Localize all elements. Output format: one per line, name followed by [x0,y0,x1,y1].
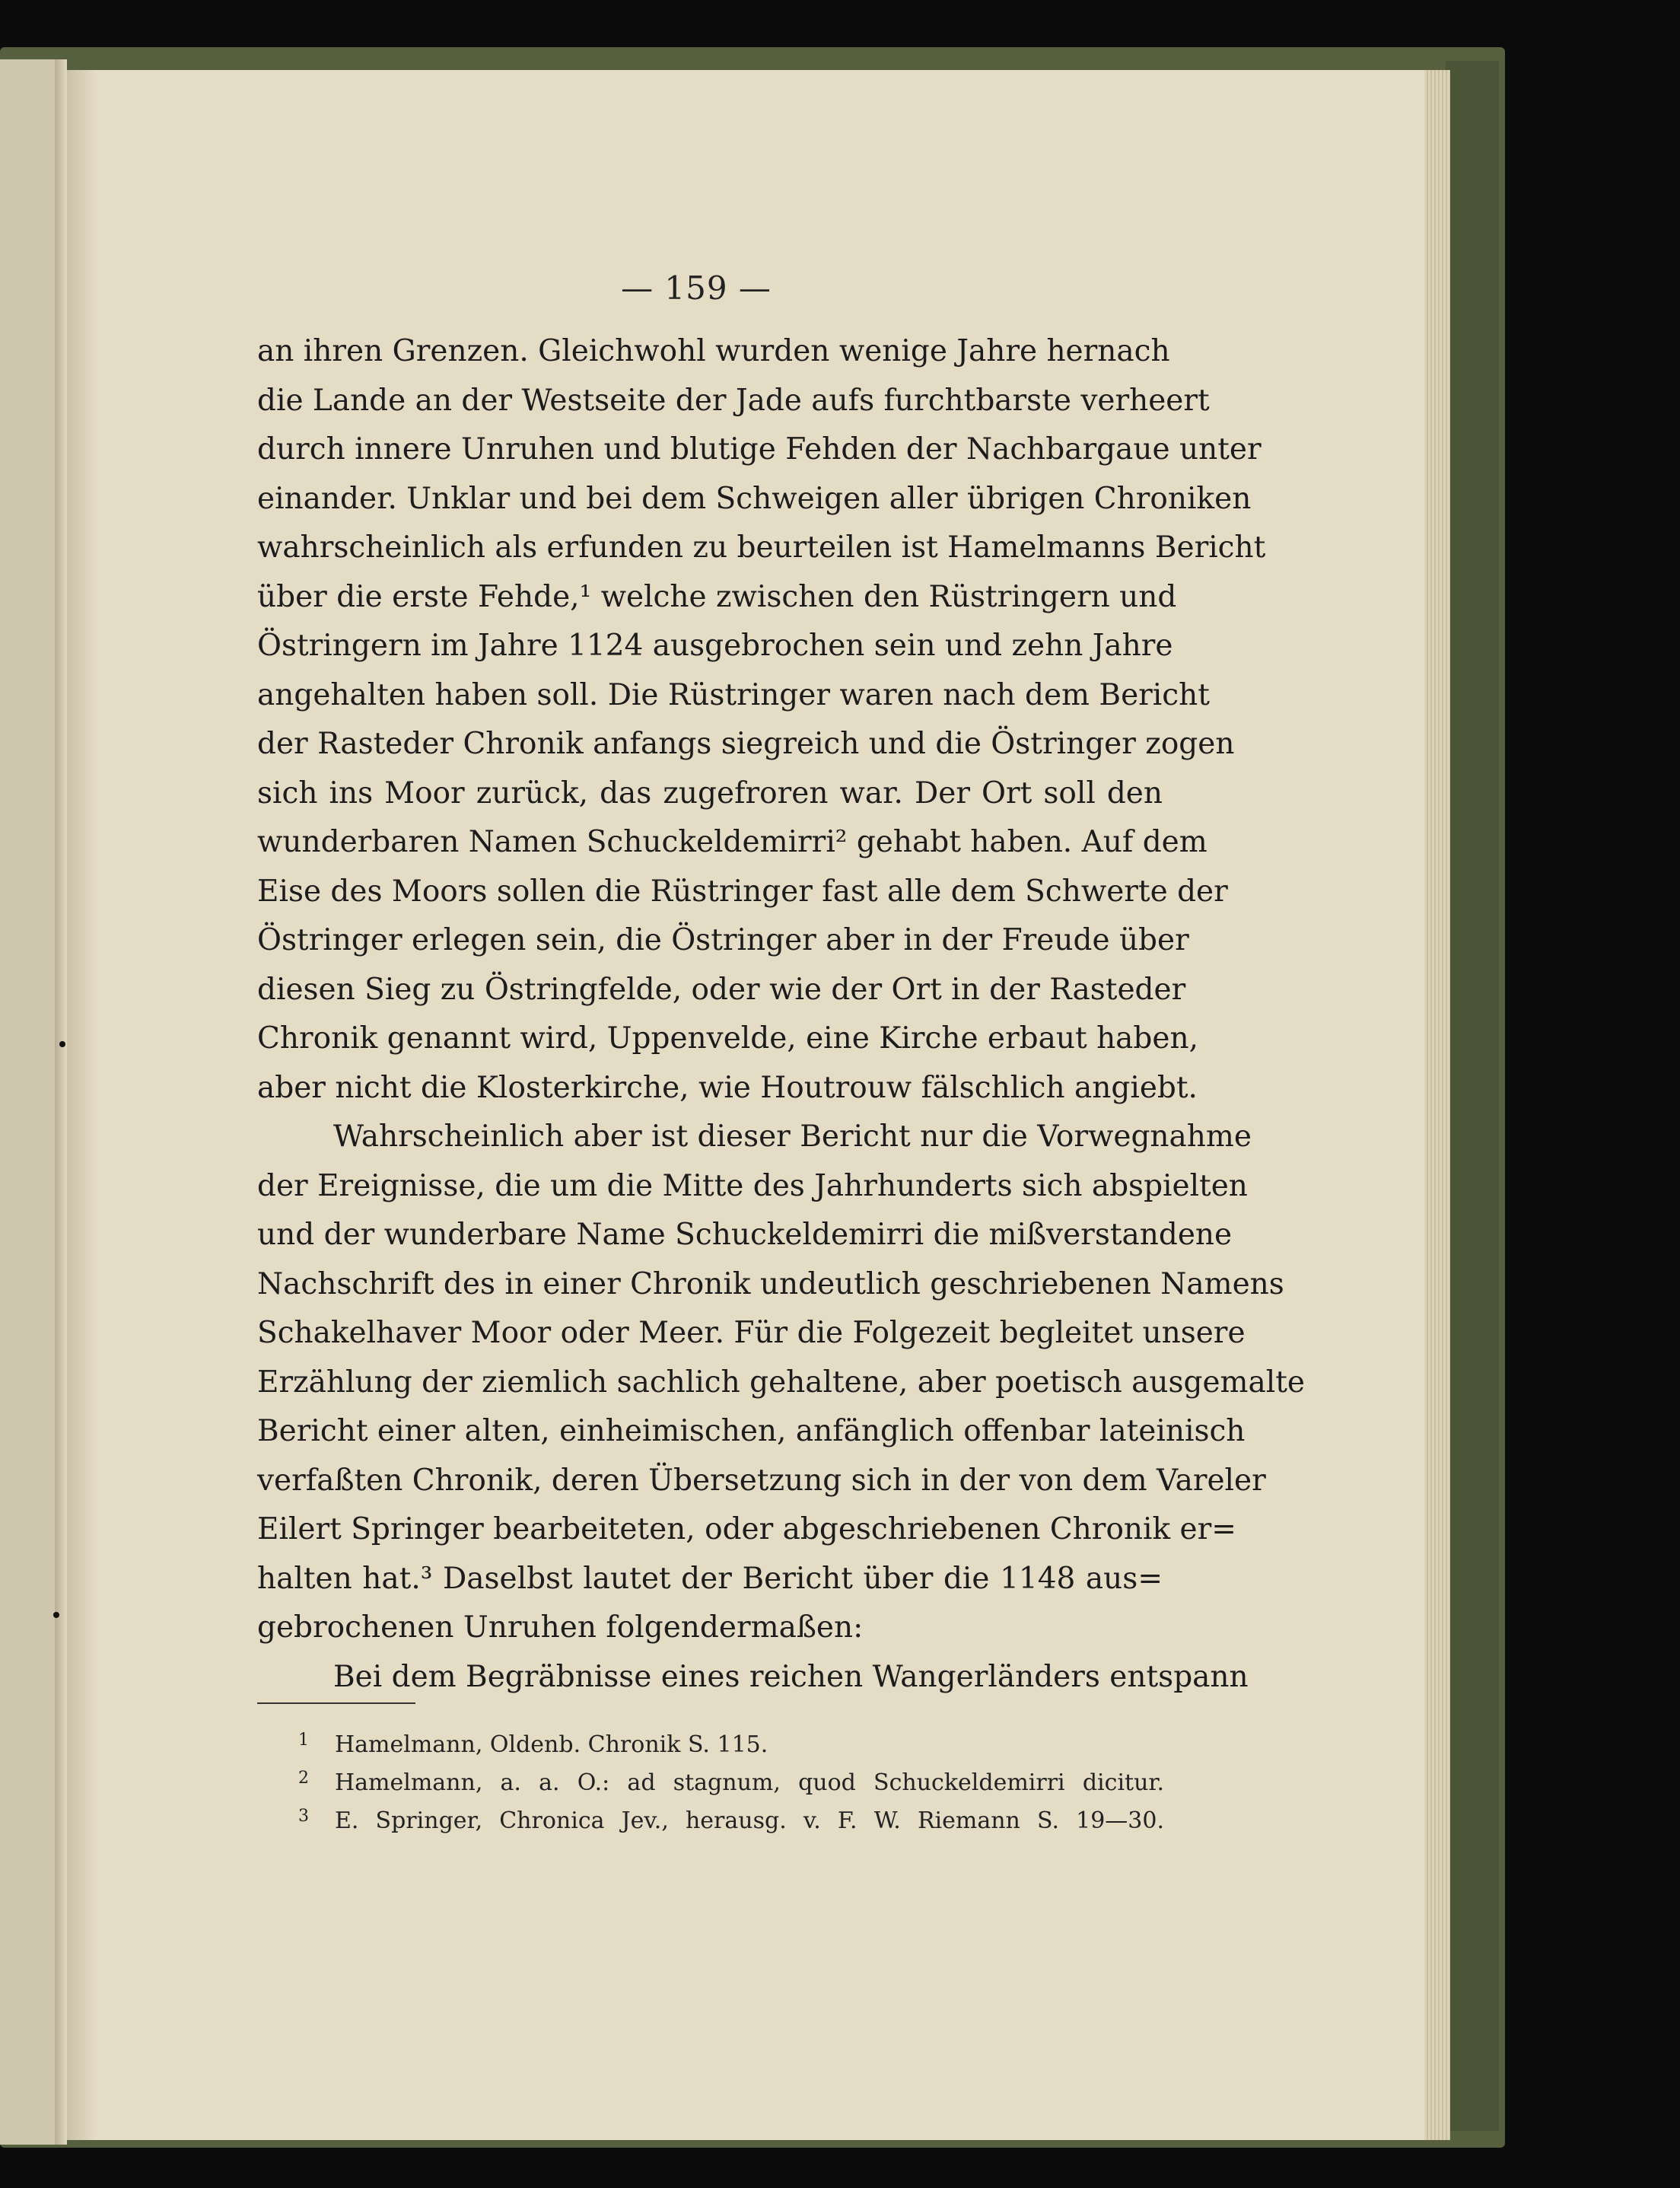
text-line: durch innere Unruhen und blutige Fehden der Nachbargaue unter [257,432,1262,467]
text-line: Schakelhaver Moor oder Meer. Für die Folgezeit begleitet unsere [257,1316,1246,1350]
paper-speck [53,1612,59,1618]
text-line: die Lande an der Westseite der Jade aufs furchtbarste verheert [257,383,1210,418]
text-line: Erzählung der ziemlich sachlich gehaltene, aber poetisch ausgemalte [257,1365,1305,1400]
text-line: angehalten haben soll. Die Rüstringer waren nach dem Bericht [257,677,1210,712]
page-stack-edge [1424,70,1450,2140]
text-line: Eilert Springer bearbeiteten, oder abgeschriebenen Chronik er= [257,1512,1236,1546]
footnote-mark: 1 [298,1731,309,1750]
text-line: Östringer erlegen sein, die Östringer aber in der Freude über [257,923,1189,957]
text-line: Eise des Moors sollen die Rüstringer fast alle dem Schwerte der [257,874,1228,909]
footnote-rule [257,1702,415,1704]
paragraph-start-line: Bei dem Begräbnisse eines reichen Wangerländers entspann [333,1659,1249,1694]
footnote-text: E. Springer, Chronica Jev., herausg. v. F. W. Riemann S. 19—30. [335,1807,1164,1834]
gutter-shadow [55,59,67,2145]
text-line: wahrscheinlich als erfunden zu beurteilen ist Hamelmanns Bericht [257,530,1266,565]
footnote [298,1764,1164,1802]
footnote [298,1802,1164,1840]
footnotes [298,1726,1164,1840]
left-page-edge [0,59,59,2145]
text-line: Bericht einer alten, einheimischen, anfänglich offenbar lateinisch [257,1414,1246,1448]
footnote-text: Hamelmann, a. a. O.: ad stagnum, quod Schuckeldemirri dicitur. [335,1769,1164,1796]
text-line: verfaßten Chronik, deren Übersetzung sich in der von dem Vareler [257,1463,1266,1498]
text-line: wunderbaren Namen Schuckeldemirri² gehabt haben. Auf dem [257,825,1208,859]
text-line: halten hat.³ Daselbst lautet der Bericht über die 1148 aus= [257,1561,1163,1596]
footnote-text: Hamelmann, Oldenb. Chronik S. 115. [335,1731,768,1758]
text-line: aber nicht die Klosterkirche, wie Houtrouw fälschlich angiebt. [257,1070,1198,1105]
paragraph-start-line: Wahrscheinlich aber ist dieser Bericht nur die Vorwegnahme [333,1119,1252,1154]
text-line: der Rasteder Chronik anfangs siegreich und die Östringer zogen [257,727,1235,761]
footnote-mark: 2 [298,1769,309,1788]
text-line: und der wunderbare Name Schuckeldemirri die mißverstandene [257,1218,1233,1252]
footnote-mark: 3 [298,1807,309,1826]
text-line: einander. Unklar und bei dem Schweigen aller übrigen Chroniken [257,481,1252,516]
text-line: sich ins Moor zurück, das zugefroren war. Der Ort soll den [257,776,1163,811]
text-line: über die erste Fehde,¹ welche zwischen den Rüstringern und [257,579,1177,614]
footnote [298,1726,1164,1764]
text-line: diesen Sieg zu Östringfelde, oder wie der Ort in der Rasteder [257,972,1186,1007]
text-line: Chronik genannt wird, Uppenvelde, eine Kirche erbaut haben, [257,1021,1198,1056]
body-text [257,327,1305,1702]
page-gutter [67,70,97,2140]
text-line: der Ereignisse, die um die Mitte des Jahrhunderts sich abspielten [257,1168,1248,1203]
page-number: — 159 — [621,269,772,307]
text-line: an ihren Grenzen. Gleichwohl wurden wenige Jahre hernach [257,334,1170,368]
cover-spine-edge [1446,61,1499,2131]
paper-speck [59,1041,65,1047]
text-line: Nachschrift des in einer Chronik undeutlich geschriebenen Namens [257,1266,1284,1301]
text-line: Östringern im Jahre 1124 ausgebrochen sein und zehn Jahre [257,629,1173,663]
text-line: gebrochenen Unruhen folgendermaßen: [257,1610,864,1645]
